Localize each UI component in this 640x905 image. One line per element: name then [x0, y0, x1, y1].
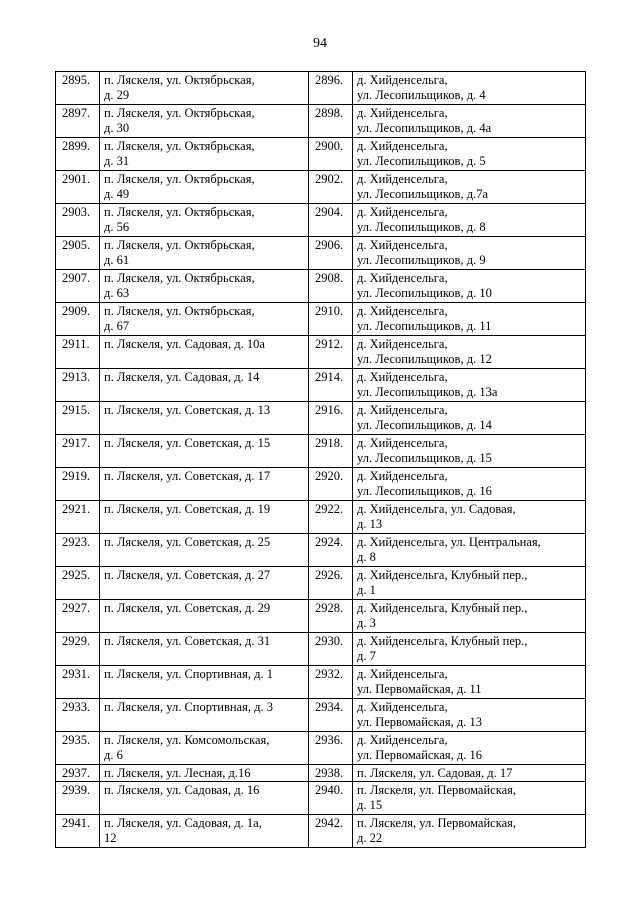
entry-number-right: 2942.	[309, 815, 353, 848]
address-left: п. Ляскеля, ул. Октябрьская, д. 63	[100, 270, 309, 303]
address-left: п. Ляскеля, ул. Октябрьская, д. 56	[100, 204, 309, 237]
entry-number-right: 2904.	[309, 204, 353, 237]
address-left: п. Ляскеля, ул. Советская, д. 17	[100, 468, 309, 501]
address-left: п. Ляскеля, ул. Советская, д. 29	[100, 600, 309, 633]
entry-number-right: 2938.	[309, 765, 353, 782]
entry-number-right: 2920.	[309, 468, 353, 501]
address-right: д. Хийденсельга, ул. Садовая, д. 13	[353, 501, 586, 534]
entry-number-left: 2899.	[56, 138, 100, 171]
table-row	[56, 435, 586, 468]
address-left: п. Ляскеля, ул. Советская, д. 25	[100, 534, 309, 567]
entry-number-right: 2918.	[309, 435, 353, 468]
entry-number-left: 2895.	[56, 72, 100, 105]
entry-number-left: 2917.	[56, 435, 100, 468]
entry-number-right: 2902.	[309, 171, 353, 204]
entry-number-left: 2937.	[56, 765, 100, 782]
entry-number-right: 2924.	[309, 534, 353, 567]
address-right: д. Хийденсельга, ул. Лесопильщиков, д. 9	[353, 237, 586, 270]
table-row	[56, 171, 586, 204]
table-row	[56, 534, 586, 567]
table-row	[56, 270, 586, 303]
address-right: д. Хийденсельга, ул. Центральная, д. 8	[353, 534, 586, 567]
table-row	[56, 765, 586, 782]
address-left: п. Ляскеля, ул. Октябрьская, д. 30	[100, 105, 309, 138]
table-row	[56, 600, 586, 633]
address-left: п. Ляскеля, ул. Октябрьская, д. 61	[100, 237, 309, 270]
address-right: п. Ляскеля, ул. Садовая, д. 17	[353, 765, 586, 782]
address-right: д. Хийденсельга, ул. Лесопильщиков, д. 15	[353, 435, 586, 468]
entry-number-left: 2903.	[56, 204, 100, 237]
entry-number-right: 2928.	[309, 600, 353, 633]
entry-number-left: 2897.	[56, 105, 100, 138]
address-right: д. Хийденсельга, ул. Лесопильщиков, д. 4	[353, 72, 586, 105]
entry-number-left: 2915.	[56, 402, 100, 435]
address-left: п. Ляскеля, ул. Советская, д. 15	[100, 435, 309, 468]
entry-number-right: 2930.	[309, 633, 353, 666]
address-left: п. Ляскеля, ул. Садовая, д. 1а, 12	[100, 815, 309, 848]
table-row	[56, 732, 586, 765]
entry-number-right: 2934.	[309, 699, 353, 732]
entry-number-right: 2908.	[309, 270, 353, 303]
table-row	[56, 699, 586, 732]
address-right: д. Хийденсельга, ул. Первомайская, д. 13	[353, 699, 586, 732]
entry-number-right: 2916.	[309, 402, 353, 435]
entry-number-right: 2896.	[309, 72, 353, 105]
table-row	[56, 666, 586, 699]
entry-number-left: 2911.	[56, 336, 100, 369]
address-right: д. Хийденсельга, Клубный пер., д. 7	[353, 633, 586, 666]
entry-number-left: 2919.	[56, 468, 100, 501]
address-right: д. Хийденсельга, ул. Лесопильщиков, д. 8	[353, 204, 586, 237]
address-right: д. Хийденсельга, ул. Лесопильщиков, д. 14	[353, 402, 586, 435]
entry-number-right: 2914.	[309, 369, 353, 402]
entry-number-left: 2931.	[56, 666, 100, 699]
address-right: д. Хийденсельга, ул. Первомайская, д. 11	[353, 666, 586, 699]
address-right: п. Ляскеля, ул. Первомайская, д. 15	[353, 782, 586, 815]
address-left: п. Ляскеля, ул. Садовая, д. 10а	[100, 336, 309, 369]
page-number: 94	[313, 36, 327, 51]
table-row	[56, 72, 586, 105]
address-right: д. Хийденсельга, Клубный пер., д. 3	[353, 600, 586, 633]
entry-number-right: 2940.	[309, 782, 353, 815]
address-table-body	[56, 72, 586, 848]
address-left: п. Ляскеля, ул. Октябрьская, д. 29	[100, 72, 309, 105]
entry-number-left: 2921.	[56, 501, 100, 534]
entry-number-left: 2941.	[56, 815, 100, 848]
entry-number-left: 2901.	[56, 171, 100, 204]
entry-number-right: 2898.	[309, 105, 353, 138]
address-right: д. Хийденсельга, ул. Лесопильщиков, д. 16	[353, 468, 586, 501]
address-left: п. Ляскеля, ул. Советская, д. 27	[100, 567, 309, 600]
entry-number-right: 2900.	[309, 138, 353, 171]
address-right: д. Хийденсельга, ул. Лесопильщиков, д. 13а	[353, 369, 586, 402]
address-left: п. Ляскеля, ул. Садовая, д. 16	[100, 782, 309, 815]
table-row	[56, 204, 586, 237]
address-left: п. Ляскеля, ул. Октябрьская, д. 49	[100, 171, 309, 204]
entry-number-right: 2926.	[309, 567, 353, 600]
address-right: д. Хийденсельга, ул. Лесопильщиков, д.7а	[353, 171, 586, 204]
entry-number-right: 2932.	[309, 666, 353, 699]
table-row	[56, 815, 586, 848]
table-row	[56, 501, 586, 534]
entry-number-left: 2923.	[56, 534, 100, 567]
address-right: д. Хийденсельга, ул. Первомайская, д. 16	[353, 732, 586, 765]
address-left: п. Ляскеля, ул. Советская, д. 19	[100, 501, 309, 534]
entry-number-left: 2907.	[56, 270, 100, 303]
table-row	[56, 336, 586, 369]
table-row	[56, 138, 586, 171]
entry-number-right: 2906.	[309, 237, 353, 270]
address-right: п. Ляскеля, ул. Первомайская, д. 22	[353, 815, 586, 848]
address-right: д. Хийденсельга, Клубный пер., д. 1	[353, 567, 586, 600]
address-right: д. Хийденсельга, ул. Лесопильщиков, д. 5	[353, 138, 586, 171]
entry-number-left: 2905.	[56, 237, 100, 270]
address-right: д. Хийденсельга, ул. Лесопильщиков, д. 4а	[353, 105, 586, 138]
address-table	[55, 71, 586, 848]
table-row	[56, 468, 586, 501]
address-left: п. Ляскеля, ул. Комсомольская, д. 6	[100, 732, 309, 765]
entry-number-left: 2933.	[56, 699, 100, 732]
address-right: д. Хийденсельга, ул. Лесопильщиков, д. 10	[353, 270, 586, 303]
entry-number-right: 2922.	[309, 501, 353, 534]
table-row	[56, 303, 586, 336]
address-left: п. Ляскеля, ул. Октябрьская, д. 31	[100, 138, 309, 171]
entry-number-left: 2925.	[56, 567, 100, 600]
table-row	[56, 237, 586, 270]
address-right: д. Хийденсельга, ул. Лесопильщиков, д. 11	[353, 303, 586, 336]
address-left: п. Ляскеля, ул. Советская, д. 13	[100, 402, 309, 435]
table-row	[56, 105, 586, 138]
entry-number-right: 2910.	[309, 303, 353, 336]
entry-number-left: 2927.	[56, 600, 100, 633]
address-right: д. Хийденсельга, ул. Лесопильщиков, д. 12	[353, 336, 586, 369]
entry-number-left: 2913.	[56, 369, 100, 402]
table-row	[56, 633, 586, 666]
address-left: п. Ляскеля, ул. Спортивная, д. 1	[100, 666, 309, 699]
entry-number-left: 2909.	[56, 303, 100, 336]
entry-number-left: 2935.	[56, 732, 100, 765]
table-row	[56, 567, 586, 600]
table-row	[56, 782, 586, 815]
entry-number-left: 2939.	[56, 782, 100, 815]
entry-number-right: 2936.	[309, 732, 353, 765]
table-row	[56, 369, 586, 402]
table-row	[56, 402, 586, 435]
address-left: п. Ляскеля, ул. Спортивная, д. 3	[100, 699, 309, 732]
entry-number-right: 2912.	[309, 336, 353, 369]
entry-number-left: 2929.	[56, 633, 100, 666]
address-left: п. Ляскеля, ул. Октябрьская, д. 67	[100, 303, 309, 336]
address-left: п. Ляскеля, ул. Лесная, д.16	[100, 765, 309, 782]
address-left: п. Ляскеля, ул. Садовая, д. 14	[100, 369, 309, 402]
address-left: п. Ляскеля, ул. Советская, д. 31	[100, 633, 309, 666]
